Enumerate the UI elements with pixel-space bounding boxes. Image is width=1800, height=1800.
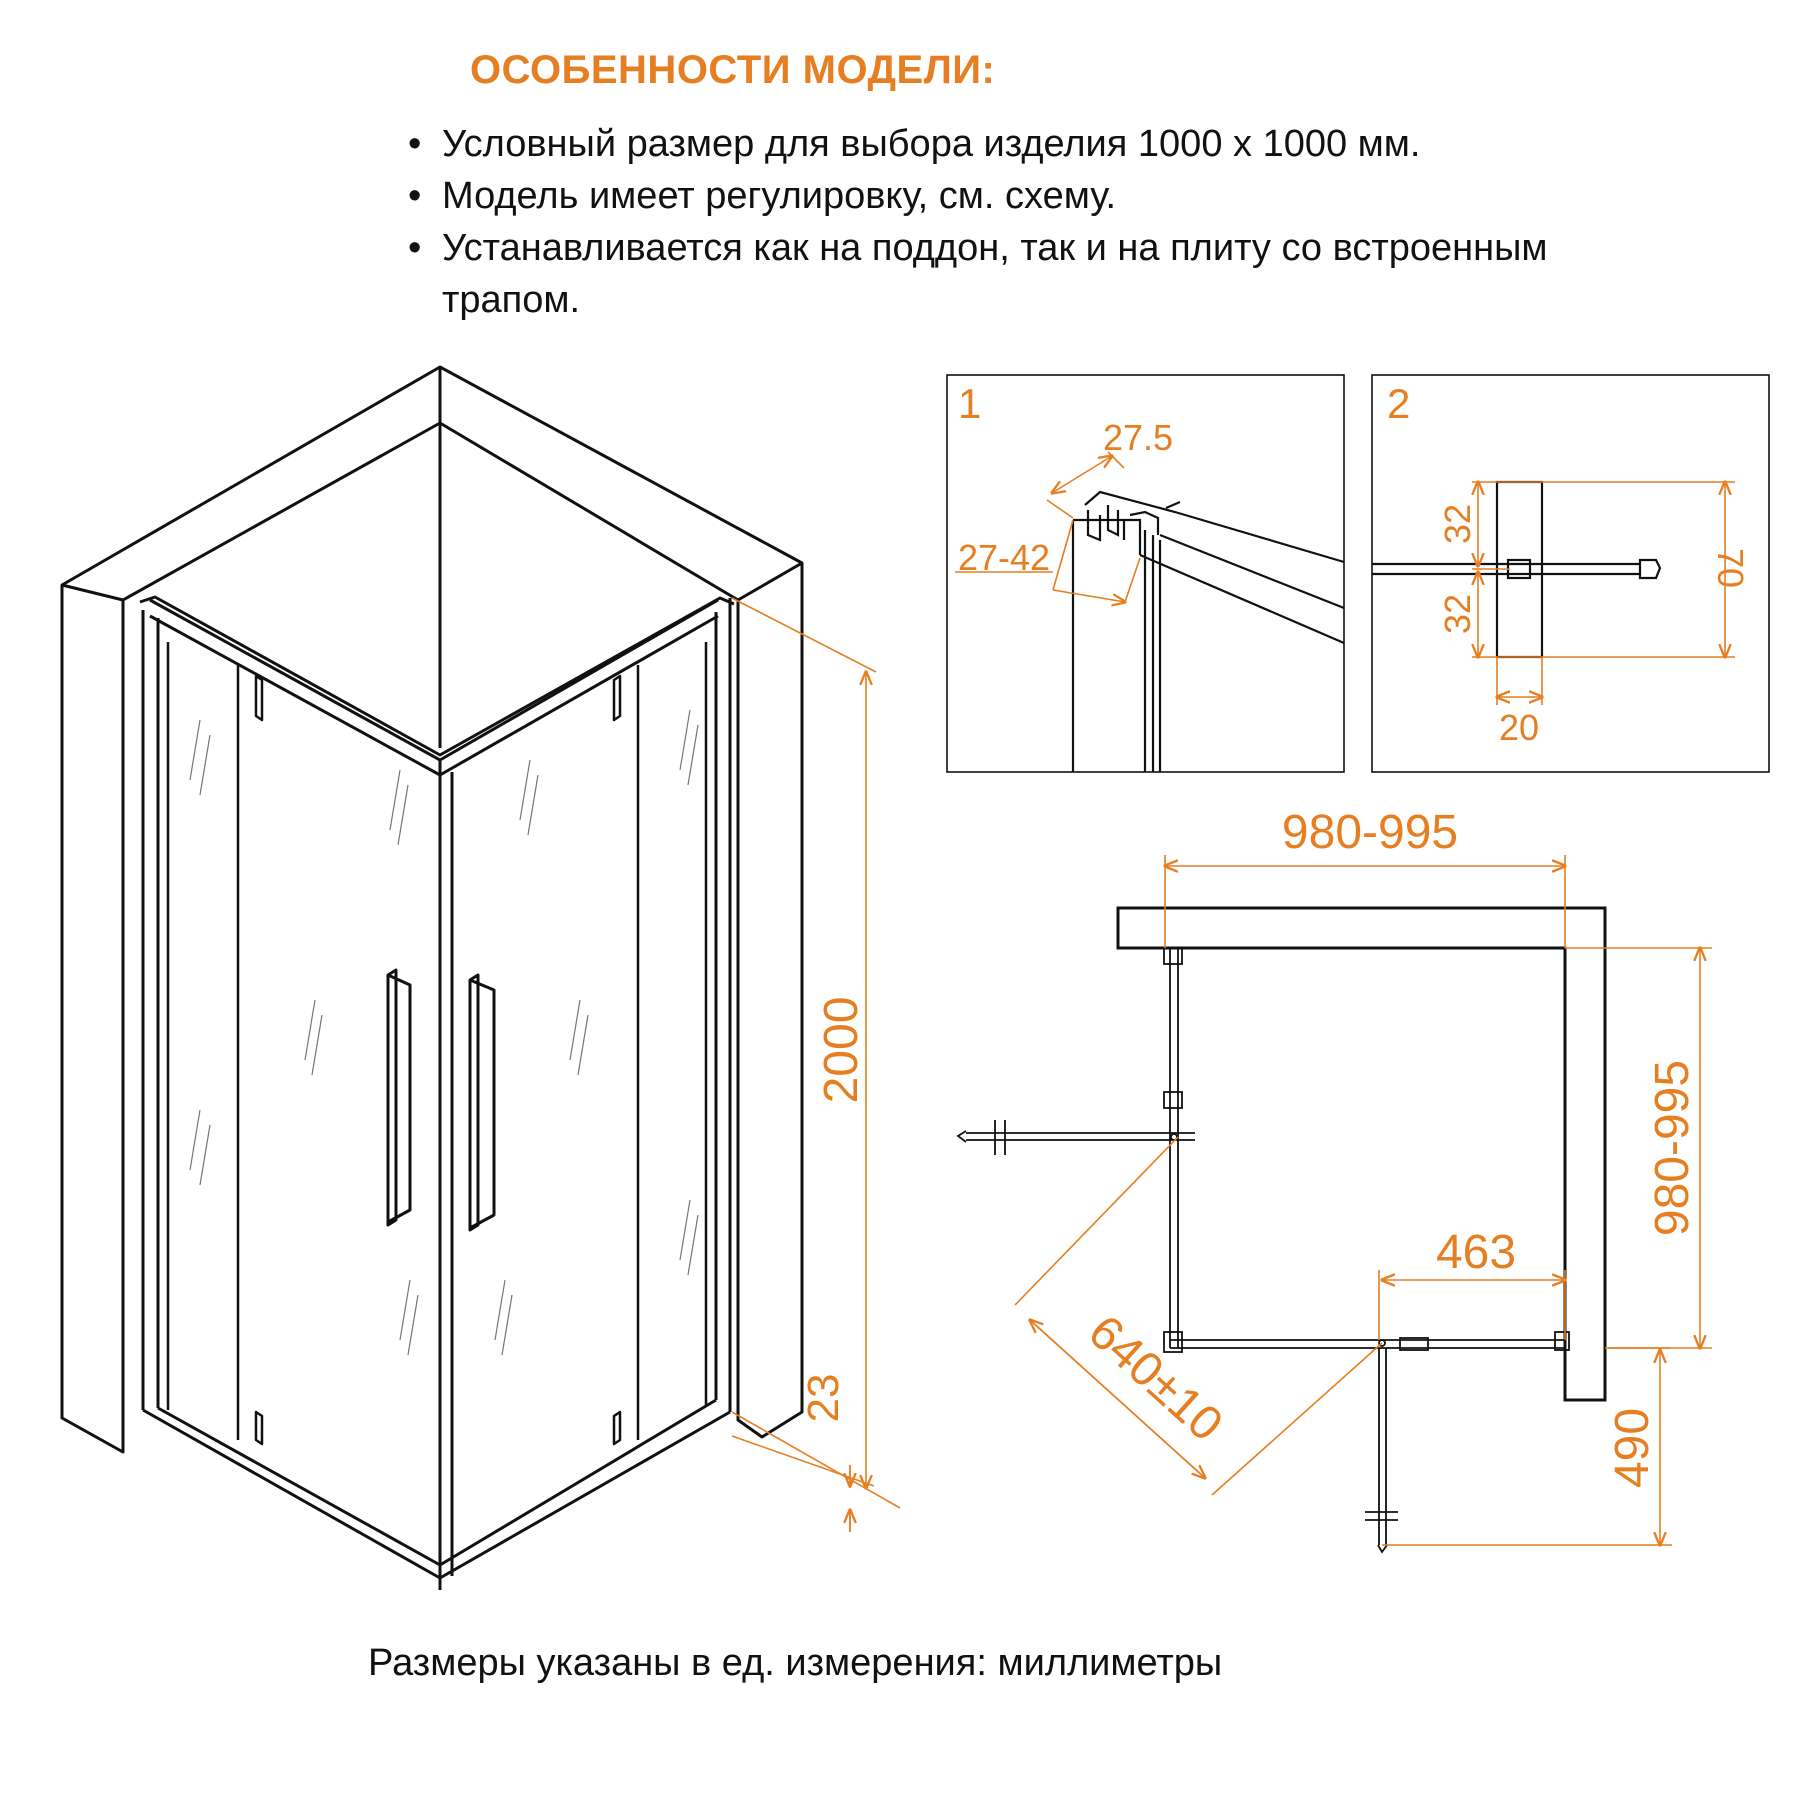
- units-note: Размеры указаны в ед. измерения: миллиметры: [368, 1642, 1223, 1684]
- detail-2-lower-dim: 32: [1437, 593, 1478, 635]
- detail-1-dims: [955, 452, 1140, 602]
- detail-2-profile: [1372, 482, 1660, 657]
- plan-door-swing-dim: 640±10: [1078, 1305, 1233, 1452]
- detail-2-upper-dim: 32: [1437, 503, 1478, 545]
- enclosure-frame: [140, 597, 734, 1590]
- feature-text: Условный размер для выбора изделия 1000 х 1000 мм.: [442, 123, 1421, 165]
- detail-1-profile: [1073, 492, 1344, 772]
- feature-text: Модель имеет регулировку, см. схему.: [442, 175, 1117, 217]
- detail-1-number: 1: [958, 380, 982, 427]
- plan-door-width-dim: 463: [1435, 1226, 1517, 1279]
- bullet-icon: •: [408, 123, 422, 165]
- detail-2-dims: [1472, 482, 1735, 705]
- detail-1-top-dim: 27.5: [1102, 417, 1174, 458]
- detail-2-width-dim: 20: [1498, 707, 1540, 748]
- feature-text: Устанавливается как на поддон, так и на плиту со встроенным трапом.: [442, 227, 1548, 321]
- detail-2-number: 2: [1387, 380, 1411, 427]
- bullet-icon: •: [408, 227, 422, 269]
- detail-2-total-dim: 70: [1710, 547, 1751, 589]
- corner-walls: [62, 367, 802, 1452]
- hinges: [256, 676, 620, 1444]
- plan-walls: [1118, 908, 1605, 1400]
- base-dimension-label: 23: [799, 1373, 848, 1423]
- plan-depth-dim: 980-995: [1646, 1059, 1699, 1237]
- door-panels: [168, 642, 706, 1440]
- bullet-icon: •: [408, 175, 422, 217]
- detail-2: [1372, 375, 1769, 772]
- glass-reflections: [190, 710, 698, 1355]
- plan-view: [958, 806, 1712, 1552]
- plan-door-open-dim: 490: [1606, 1407, 1659, 1489]
- detail-1: [947, 375, 1344, 772]
- features-heading: ОСОБЕННОСТИ МОДЕЛИ:: [470, 48, 996, 92]
- isometric-view: [62, 367, 802, 1590]
- height-dimension-label: 2000: [815, 996, 868, 1104]
- detail-1-side-dim: 27-42: [957, 537, 1051, 578]
- plan-width-dim: 980-995: [1281, 806, 1459, 859]
